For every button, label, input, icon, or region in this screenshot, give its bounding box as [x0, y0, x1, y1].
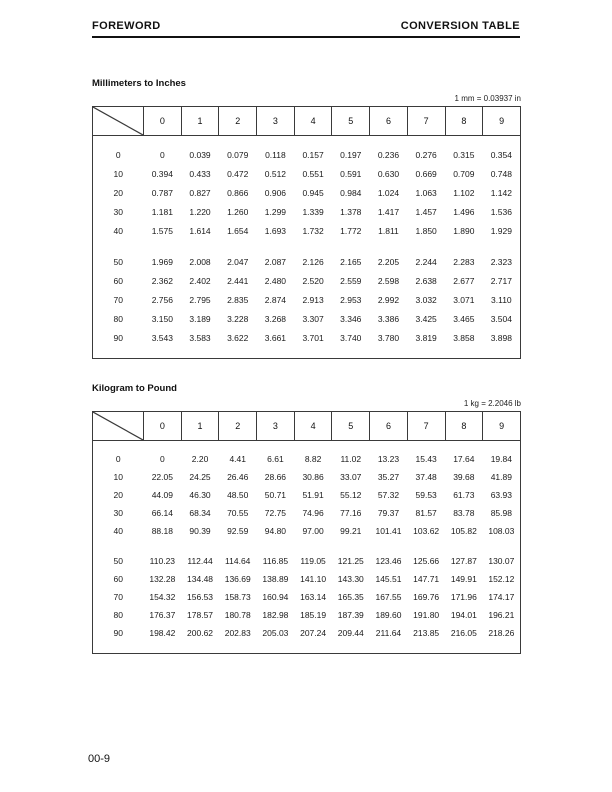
cell-value: 46.30: [189, 490, 211, 500]
cell-value: 30.86: [302, 472, 324, 482]
table-row: [93, 164, 521, 183]
column-header: 7: [407, 412, 445, 441]
cell-value: 1.496: [453, 206, 475, 217]
cell-value: 0.472: [227, 168, 249, 179]
cell-value: 44.09: [151, 490, 173, 500]
cell-value: 2.008: [189, 256, 211, 267]
column-header: 7: [407, 107, 445, 136]
cell-value: 94.80: [264, 526, 287, 536]
cell-value: 48.50: [227, 490, 249, 500]
cell-value: 66.14: [151, 508, 173, 518]
diagonal-line-icon: [93, 412, 143, 440]
cell-value: 15.43: [415, 454, 437, 464]
column-header: 6: [370, 107, 408, 136]
cell-value: 189.60: [375, 610, 402, 620]
column-header: 5: [332, 107, 370, 136]
cell-value: 0.197: [340, 149, 362, 160]
cell-value: 35.27: [377, 472, 400, 482]
cell-value: 145.51: [375, 574, 402, 584]
cell-value: 0: [159, 454, 165, 464]
cell-value: 11.02: [340, 454, 362, 464]
cell-value: 0.906: [264, 187, 287, 198]
cell-value: 171.96: [450, 592, 477, 602]
cell-value: 152.12: [488, 574, 515, 584]
cell-value: 1.063: [415, 187, 437, 198]
cell-value: 3.425: [415, 313, 437, 324]
cell-value: 130.07: [488, 556, 515, 566]
page-number: 00-9: [88, 753, 111, 765]
cell-value: 90.39: [189, 526, 211, 536]
cell-value: 119.05: [300, 556, 326, 566]
corner-cell: [93, 107, 144, 136]
cell-value: 2.362: [151, 275, 173, 286]
cell-value: 3.465: [453, 313, 475, 324]
header-right-title: CONVERSION TABLE: [400, 20, 520, 32]
cell-value: 4.41: [229, 454, 246, 464]
column-header: 0: [144, 412, 182, 441]
cell-value: 19.84: [490, 454, 512, 464]
table-row: [93, 290, 521, 309]
row-label: 90: [113, 332, 123, 343]
cell-value: 0.512: [264, 168, 287, 179]
table-title: Millimeters to Inches: [92, 78, 186, 89]
cell-value: 2.874: [264, 294, 287, 305]
table-row: [93, 606, 521, 624]
cell-value: 3.740: [340, 332, 362, 343]
spacer-row: [93, 240, 521, 252]
column-header: 2: [219, 107, 257, 136]
row-label: 40: [113, 225, 123, 236]
cell-value: 55.12: [340, 490, 362, 500]
cell-value: 163.14: [300, 592, 327, 602]
cell-value: 2.598: [377, 275, 400, 286]
cell-value: 114.64: [225, 556, 251, 566]
cell-value: 88.18: [151, 526, 173, 536]
row-label: 30: [113, 508, 123, 518]
cell-value: 156.53: [187, 592, 214, 602]
cell-value: 1.457: [415, 206, 437, 217]
cell-value: 85.98: [490, 508, 512, 518]
table-row: [93, 271, 521, 290]
cell-value: 218.26: [488, 628, 515, 638]
cell-value: 3.189: [189, 313, 211, 324]
table-row: [93, 624, 521, 654]
cell-value: 0.039: [189, 149, 211, 160]
column-header-row: [93, 412, 521, 441]
cell-value: 3.622: [227, 332, 249, 343]
row-label: 20: [113, 187, 123, 198]
table-row: [93, 486, 521, 504]
table-unit-note: 1 kg = 2.2046 lb: [463, 399, 521, 408]
cell-value: 1.339: [302, 206, 324, 217]
cell-value: 39.68: [453, 472, 475, 482]
cell-value: 127.87: [450, 556, 477, 566]
column-header-row: [93, 107, 521, 136]
column-header: 1: [181, 412, 219, 441]
cell-value: 1.536: [490, 206, 512, 217]
cell-value: 0.787: [151, 187, 173, 198]
cell-value: 158.73: [224, 592, 251, 602]
cell-value: 0.079: [227, 149, 249, 160]
cell-value: 2.087: [264, 256, 287, 267]
cell-value: 1.850: [415, 225, 437, 236]
cell-value: 202.83: [224, 628, 251, 638]
cell-value: 57.32: [377, 490, 400, 500]
column-header: 3: [257, 107, 295, 136]
cell-value: 3.819: [415, 332, 437, 343]
cell-value: 149.91: [450, 574, 477, 584]
cell-value: 136.69: [224, 574, 251, 584]
cell-value: 196.21: [488, 610, 515, 620]
cell-value: 187.39: [337, 610, 364, 620]
cell-value: 216.05: [450, 628, 477, 638]
cell-value: 205.03: [262, 628, 289, 638]
table-unit-note: 1 mm = 0.03937 in: [454, 94, 521, 103]
cell-value: 83.78: [453, 508, 475, 518]
cell-value: 70.55: [227, 508, 249, 518]
cell-value: 1.142: [490, 187, 512, 198]
cell-value: 0.748: [490, 168, 512, 179]
cell-value: 3.346: [340, 313, 362, 324]
cell-value: 0.866: [227, 187, 249, 198]
cell-value: 198.42: [149, 628, 176, 638]
cell-value: 6.61: [267, 454, 284, 464]
table-body: [93, 136, 521, 359]
cell-value: 3.071: [453, 294, 475, 305]
cell-value: 26.46: [227, 472, 249, 482]
cell-value: 2.992: [377, 294, 400, 305]
cell-value: 108.03: [488, 526, 515, 536]
cell-value: 37.48: [415, 472, 437, 482]
cell-value: 0.276: [415, 149, 437, 160]
cell-value: 41.89: [490, 472, 512, 482]
cell-value: 0: [159, 149, 165, 160]
cell-value: 17.64: [453, 454, 475, 464]
cell-value: 3.583: [189, 332, 211, 343]
cell-value: 2.559: [340, 275, 362, 286]
cell-value: 3.858: [453, 332, 475, 343]
cell-value: 97.00: [302, 526, 324, 536]
column-header: 0: [144, 107, 182, 136]
column-header: 4: [294, 412, 332, 441]
cell-value: 2.795: [189, 294, 211, 305]
cell-value: 74.96: [302, 508, 324, 518]
cell-value: 2.480: [264, 275, 287, 286]
cell-value: 165.35: [337, 592, 364, 602]
cell-value: 2.756: [151, 294, 173, 305]
section-kg-to-pound: [92, 383, 521, 654]
cell-value: 1.260: [227, 206, 249, 217]
header-left-title: FOREWORD: [92, 20, 161, 32]
cell-value: 0.157: [302, 149, 324, 160]
cell-value: 50.71: [264, 490, 287, 500]
column-header: 9: [483, 412, 521, 441]
table-title: Kilogram to Pound: [92, 383, 177, 394]
cell-value: 2.126: [302, 256, 324, 267]
cell-value: 211.64: [375, 628, 402, 638]
table-row: [93, 441, 521, 469]
cell-value: 2.441: [227, 275, 249, 286]
table-row: [93, 328, 521, 359]
cell-value: 24.25: [189, 472, 211, 482]
cell-value: 99.21: [340, 526, 362, 536]
row-label: 70: [113, 294, 123, 305]
row-label: 50: [113, 256, 123, 267]
cell-value: 134.48: [187, 574, 214, 584]
cell-value: 3.701: [302, 332, 324, 343]
cell-value: 112.44: [187, 556, 213, 566]
column-header: 8: [445, 412, 483, 441]
cell-value: 2.913: [302, 294, 324, 305]
section-mm-to-inches: [92, 78, 521, 359]
column-header: 2: [219, 412, 257, 441]
row-label: 60: [113, 275, 123, 286]
cell-value: 2.205: [377, 256, 400, 267]
cell-value: 0.591: [340, 168, 362, 179]
cell-value: 68.34: [189, 508, 211, 518]
table-row: [93, 309, 521, 328]
cell-value: 3.307: [302, 313, 324, 324]
cell-value: 0.709: [453, 168, 475, 179]
cell-value: 1.299: [264, 206, 287, 217]
cell-value: 3.150: [151, 313, 173, 324]
cell-value: 0.394: [151, 168, 173, 179]
cell-value: 2.283: [453, 256, 475, 267]
cell-value: 81.57: [415, 508, 437, 518]
cell-value: 3.661: [264, 332, 287, 343]
cell-value: 1.772: [340, 225, 362, 236]
cell-value: 125.66: [413, 556, 440, 566]
cell-value: 1.654: [227, 225, 249, 236]
cell-value: 61.73: [453, 490, 475, 500]
cell-value: 1.575: [151, 225, 173, 236]
cell-value: 33.07: [340, 472, 362, 482]
cell-value: 3.543: [151, 332, 173, 343]
cell-value: 3.504: [490, 313, 512, 324]
table-row: [93, 202, 521, 221]
row-label: 60: [113, 574, 123, 584]
cell-value: 0.827: [189, 187, 211, 198]
row-label: 90: [113, 628, 123, 638]
table-row: [93, 183, 521, 202]
cell-value: 0.669: [415, 168, 437, 179]
cell-value: 3.780: [377, 332, 400, 343]
cell-value: 0.945: [302, 187, 324, 198]
cell-value: 178.57: [187, 610, 214, 620]
row-label: 0: [115, 454, 121, 464]
cell-value: 1.890: [453, 225, 475, 236]
table-row: [93, 468, 521, 486]
cell-value: 110.23: [149, 556, 176, 566]
cell-value: 200.62: [187, 628, 214, 638]
cell-value: 63.93: [490, 490, 512, 500]
column-header: 1: [181, 107, 219, 136]
cell-value: 185.19: [300, 610, 327, 620]
row-label: 80: [113, 313, 123, 324]
cell-value: 123.46: [375, 556, 402, 566]
cell-value: 2.323: [490, 256, 512, 267]
kg-to-pound-table: [92, 411, 521, 654]
cell-value: 207.24: [300, 628, 327, 638]
cell-value: 2.047: [227, 256, 249, 267]
cell-value: 194.01: [450, 610, 477, 620]
cell-value: 0.354: [490, 149, 512, 160]
cell-value: 0.118: [265, 149, 286, 160]
column-header: 4: [294, 107, 332, 136]
cell-value: 2.20: [191, 454, 209, 464]
cell-value: 2.402: [189, 275, 211, 286]
cell-value: 167.55: [375, 592, 402, 602]
table-body: [93, 441, 521, 654]
column-header: 6: [370, 412, 408, 441]
spacer-row: [93, 540, 521, 552]
row-label: 10: [113, 472, 123, 482]
column-header: 8: [445, 107, 483, 136]
running-header: [92, 20, 520, 32]
cell-value: 101.41: [375, 526, 402, 536]
table-row: [93, 570, 521, 588]
cell-value: 191.80: [413, 610, 440, 620]
cell-value: 1.417: [377, 206, 400, 217]
cell-value: 77.16: [340, 508, 362, 518]
cell-value: 22.05: [151, 472, 173, 482]
cell-value: 116.85: [262, 556, 289, 566]
spacer-cell: [93, 240, 521, 252]
cell-value: 182.98: [262, 610, 289, 620]
cell-value: 209.44: [337, 628, 364, 638]
spacer-cell: [93, 540, 521, 552]
cell-value: 1.693: [264, 225, 287, 236]
cell-value: 1.102: [453, 187, 475, 198]
cell-value: 176.37: [149, 610, 176, 620]
column-header: 5: [332, 412, 370, 441]
cell-value: 1.378: [340, 206, 362, 217]
row-label: 0: [115, 149, 121, 160]
cell-value: 79.37: [377, 508, 400, 518]
cell-value: 51.91: [302, 490, 324, 500]
cell-value: 3.898: [490, 332, 512, 343]
cell-value: 1.220: [189, 206, 211, 217]
cell-value: 0.315: [453, 149, 475, 160]
cell-value: 105.82: [450, 526, 477, 536]
cell-value: 2.953: [340, 294, 362, 305]
cell-value: 2.717: [490, 275, 512, 286]
header-rule: [92, 36, 520, 38]
cell-value: 141.10: [300, 574, 327, 584]
cell-value: 154.32: [149, 592, 176, 602]
cell-value: 132.28: [149, 574, 176, 584]
cell-value: 28.66: [264, 472, 287, 482]
cell-value: 0.551: [302, 168, 324, 179]
mm-to-inches-table: [92, 106, 521, 359]
table-row: [93, 221, 521, 240]
cell-value: 2.638: [415, 275, 437, 286]
column-header: 3: [257, 412, 295, 441]
corner-cell: [93, 412, 144, 441]
cell-value: 0.236: [377, 149, 400, 160]
cell-value: 2.520: [302, 275, 324, 286]
row-label: 10: [113, 168, 123, 179]
cell-value: 1.811: [378, 225, 399, 236]
row-label: 40: [113, 526, 123, 536]
cell-value: 1.732: [302, 225, 324, 236]
cell-value: 160.94: [262, 592, 289, 602]
cell-value: 1.969: [151, 256, 173, 267]
table-row: [93, 252, 521, 271]
row-label: 20: [113, 490, 123, 500]
diagonal-line-icon: [93, 107, 143, 135]
cell-value: 143.30: [337, 574, 364, 584]
cell-value: 174.17: [488, 592, 515, 602]
table-row: [93, 504, 521, 522]
cell-value: 8.82: [304, 454, 322, 464]
cell-value: 180.78: [224, 610, 251, 620]
cell-value: 92.59: [227, 526, 249, 536]
cell-value: 3.386: [377, 313, 400, 324]
row-label: 80: [113, 610, 123, 620]
cell-value: 2.165: [340, 256, 362, 267]
table-row: [93, 552, 521, 570]
cell-value: 3.268: [264, 313, 287, 324]
cell-value: 2.677: [453, 275, 475, 286]
cell-value: 0.630: [377, 168, 400, 179]
cell-value: 1.181: [151, 206, 173, 217]
cell-value: 138.89: [262, 574, 289, 584]
cell-value: 3.032: [415, 294, 437, 305]
row-label: 50: [113, 556, 123, 566]
table-row: [93, 588, 521, 606]
table-row: [93, 136, 521, 165]
cell-value: 3.228: [227, 313, 249, 324]
cell-value: 72.75: [264, 508, 287, 518]
cell-value: 3.110: [491, 294, 512, 305]
table-row: [93, 522, 521, 540]
cell-value: 1.614: [189, 225, 211, 236]
cell-value: 2.244: [415, 256, 437, 267]
cell-value: 1.024: [377, 187, 400, 198]
row-label: 30: [113, 206, 123, 217]
cell-value: 13.23: [377, 454, 400, 464]
cell-value: 0.984: [340, 187, 362, 198]
cell-value: 147.71: [413, 574, 440, 584]
cell-value: 59.53: [415, 490, 437, 500]
cell-value: 121.25: [337, 556, 364, 566]
row-label: 70: [113, 592, 123, 602]
column-header: 9: [483, 107, 521, 136]
cell-value: 0.433: [189, 168, 211, 179]
cell-value: 1.929: [490, 225, 512, 236]
cell-value: 2.835: [227, 294, 249, 305]
cell-value: 103.62: [413, 526, 440, 536]
cell-value: 169.76: [413, 592, 440, 602]
cell-value: 213.85: [413, 628, 440, 638]
